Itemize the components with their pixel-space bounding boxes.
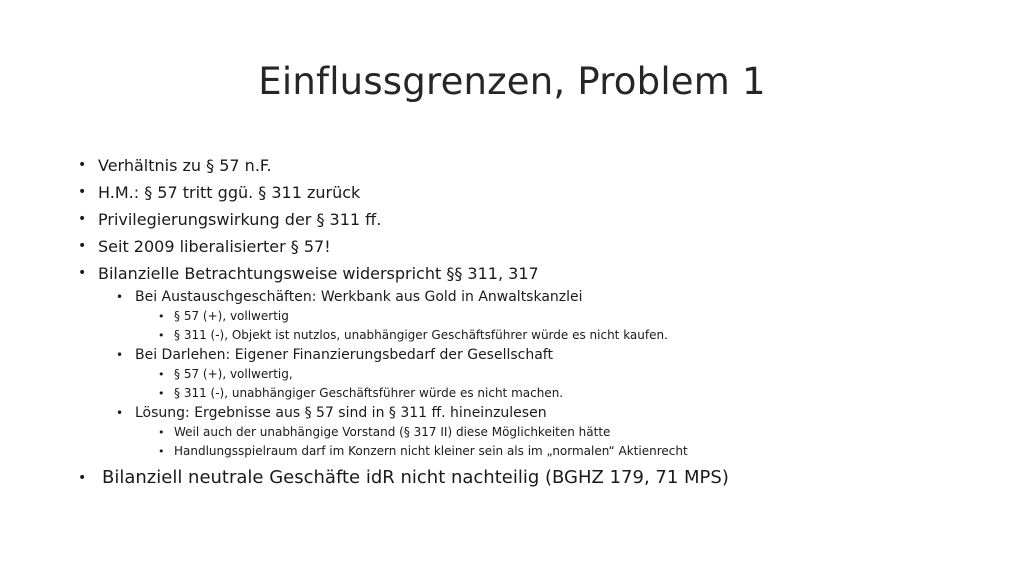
bullet-icon: • [116, 348, 124, 362]
list-item [78, 152, 978, 179]
list-item-text: Verhältnis zu § 57 n.F. [98, 156, 272, 175]
sub-list-item [78, 403, 978, 423]
bullet-icon: • [78, 211, 87, 227]
bullet-icon: • [158, 310, 165, 323]
bullet-icon: • [158, 368, 165, 381]
list-item-text: Seit 2009 liberalisierter § 57! [98, 237, 331, 256]
list-item-text: Bei Austauschgeschäften: Werkbank aus Gold in Anwaltskanzlei [135, 289, 583, 305]
sub-sub-list-item [78, 365, 978, 384]
list-item-text: § 57 (+), vollwertig [174, 309, 289, 323]
bullet-icon: • [158, 445, 165, 458]
list-item-text: Lösung: Ergebnisse aus § 57 sind in § 311 ff. hineinzulesen [135, 405, 547, 421]
sub-sub-list-item [78, 326, 978, 345]
bullet-icon: • [78, 470, 87, 486]
bullet-list [78, 152, 978, 495]
list-item-text: Handlungsspielraum darf im Konzern nicht kleiner sein als im „normalen“ Aktienrecht [174, 444, 688, 458]
bullet-icon: • [158, 426, 165, 439]
sub-sub-list-item [78, 442, 978, 461]
list-item-text: Bilanzielle Betrachtungsweise widerspricht §§ 311, 317 [98, 264, 539, 283]
list-item-text: § 311 (-), unabhängiger Geschäftsführer würde es nicht machen. [174, 386, 564, 400]
bullet-icon: • [158, 329, 165, 342]
list-item [78, 179, 978, 206]
bullet-icon: • [78, 157, 87, 173]
bullet-icon: • [78, 238, 87, 254]
sub-list-item [78, 287, 978, 307]
list-item [78, 260, 978, 287]
list-item-text: Privilegierungswirkung der § 311 ff. [98, 210, 382, 229]
bullet-icon: • [78, 265, 87, 281]
sub-sub-list-item [78, 307, 978, 326]
bullet-icon: • [158, 387, 165, 400]
list-item [78, 206, 978, 233]
list-item-text: Bei Darlehen: Eigener Finanzierungsbedarf der Gesellschaft [135, 347, 553, 363]
bullet-icon: • [116, 406, 124, 420]
sub-sub-list-item [78, 384, 978, 403]
bullet-icon: • [78, 184, 87, 200]
list-item-text: H.M.: § 57 tritt ggü. § 311 zurück [98, 183, 361, 202]
list-item [78, 461, 978, 495]
list-item-text: § 57 (+), vollwertig, [174, 367, 293, 381]
bullet-icon: • [116, 290, 124, 304]
list-item-text: § 311 (-), Objekt ist nutzlos, unabhängiger Geschäftsführer würde es nicht kaufen. [174, 328, 668, 342]
sub-sub-list-item [78, 423, 978, 442]
list-item [78, 233, 978, 260]
list-item-text: Bilanziell neutrale Geschäfte idR nicht nachteilig (BGHZ 179, 71 MPS) [102, 467, 729, 488]
list-item-text: Weil auch der unabhängige Vorstand (§ 317 II) diese Möglichkeiten hätte [174, 425, 611, 439]
slide-title: Einflussgrenzen, Problem 1 [258, 60, 766, 103]
sub-list-item [78, 345, 978, 365]
